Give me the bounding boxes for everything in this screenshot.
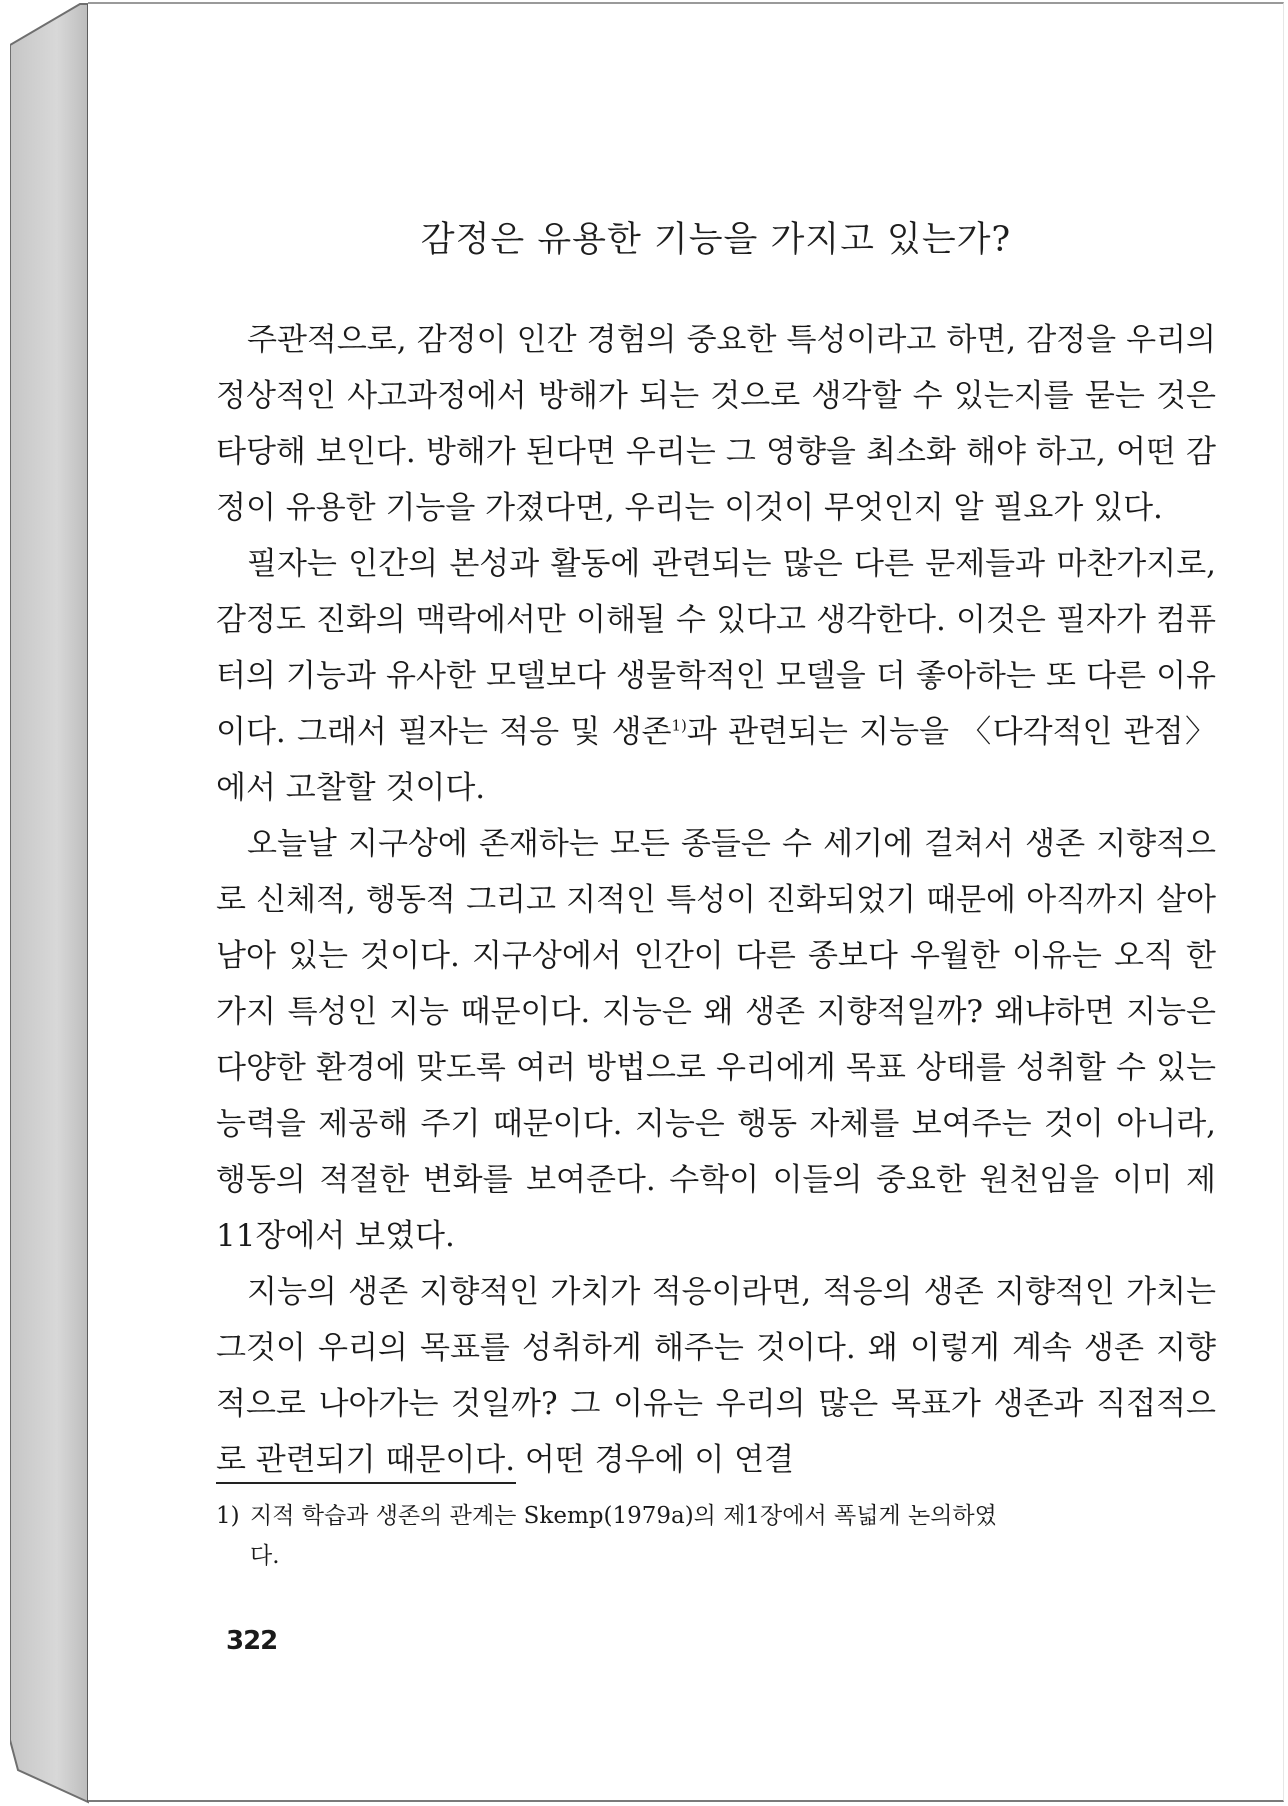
- paragraph-text: 필자는 인간의 본성과 활동에 관련되는 많은 다른 문제들과 마찬가지로, 감정도 진화의 맥락에서만 이해될 수 있다고 생각한다. 이것은 필자가 컴퓨터의 기능과 유사한 모델보다 생물학적인 모델을 더 좋아하는 또 다른 이유이다. 그래서 필자는 적응 및 생존: [216, 546, 1216, 750]
- footnote-divider: [216, 1482, 516, 1484]
- footnote-continuation: 다.: [250, 1543, 280, 1569]
- section-title: 감정은 유용한 기능을 가지고 있는가?: [420, 220, 1012, 260]
- book-spine: [10, 0, 90, 1806]
- footnote-marker: 1): [216, 1503, 240, 1529]
- paragraph-text: 오늘날 지구상에 존재하는 모든 종들은 수 세기에 걸쳐서 생존 지향적으로 신체적, 행동적 그리고 지적인 특성이 진화되었기 때문에 아직까지 살아 남아 있는 것이다. 지구상에서 인간이 다른 종보다 우월한 이유는 오직 한 가지 특성인 지능 때문이다. 지능은 왜 생존 지향적일까? 왜냐하면 지능은 다양한 환경에 맞도록 여러 방법으로 우리에게 목표 상태를 성취할 수 있는 능력을 제공해 주기 때문이다. 지능은 행동 자체를 보여주는 것이 아니라, 행동의 적절한 변화를 보여준다. 수학이 이들의 중요한 원천임을 이미 제 11장에서 보였다.: [216, 826, 1216, 1254]
- footnote-line: [216, 1496, 1216, 1536]
- footnote: [216, 1496, 1216, 1576]
- paragraph-3: [216, 816, 1216, 1264]
- paragraph-2: [216, 536, 1216, 816]
- footnote-text: 지적 학습과 생존의 관계는 Skemp(1979a)의 제1장에서 폭넓게 논의하였: [250, 1503, 997, 1529]
- footnote-reference: 1): [671, 716, 687, 735]
- paragraph-text: 과 관련되는 지능을 〈다각적인 관점〉에서 고찰할 것이다.: [216, 714, 1216, 806]
- paragraph-text: 지능의 생존 지향적인 가치가 적응이라면, 적응의 생존 지향적인 가치는 그것이 우리의 목표를 성취하게 해주는 것이다. 왜 이렇게 계속 생존 지향적으로 나아가는 것일까? 그 이유는 우리의 많은 목표가 생존과 직접적으로 관련되기 때문이다. 어떤 경우에 이 연결: [216, 1274, 1216, 1478]
- body-text: [216, 312, 1216, 1488]
- book-page: [88, 2, 1284, 1802]
- paragraph-text: 주관적으로, 감정이 인간 경험의 중요한 특성이라고 하면, 감정을 우리의 정상적인 사고과정에서 방해가 되는 것으로 생각할 수 있는지를 묻는 것은 타당해 보인다. 방해가 된다면 우리는 그 영향을 최소화 해야 하고, 어떤 감정이 유용한 기능을 가졌다면, 우리는 이것이 무엇인지 알 필요가 있다.: [216, 322, 1216, 526]
- paragraph-1: [216, 312, 1216, 536]
- paragraph-4: [216, 1264, 1216, 1488]
- page-number: 322: [226, 1626, 278, 1656]
